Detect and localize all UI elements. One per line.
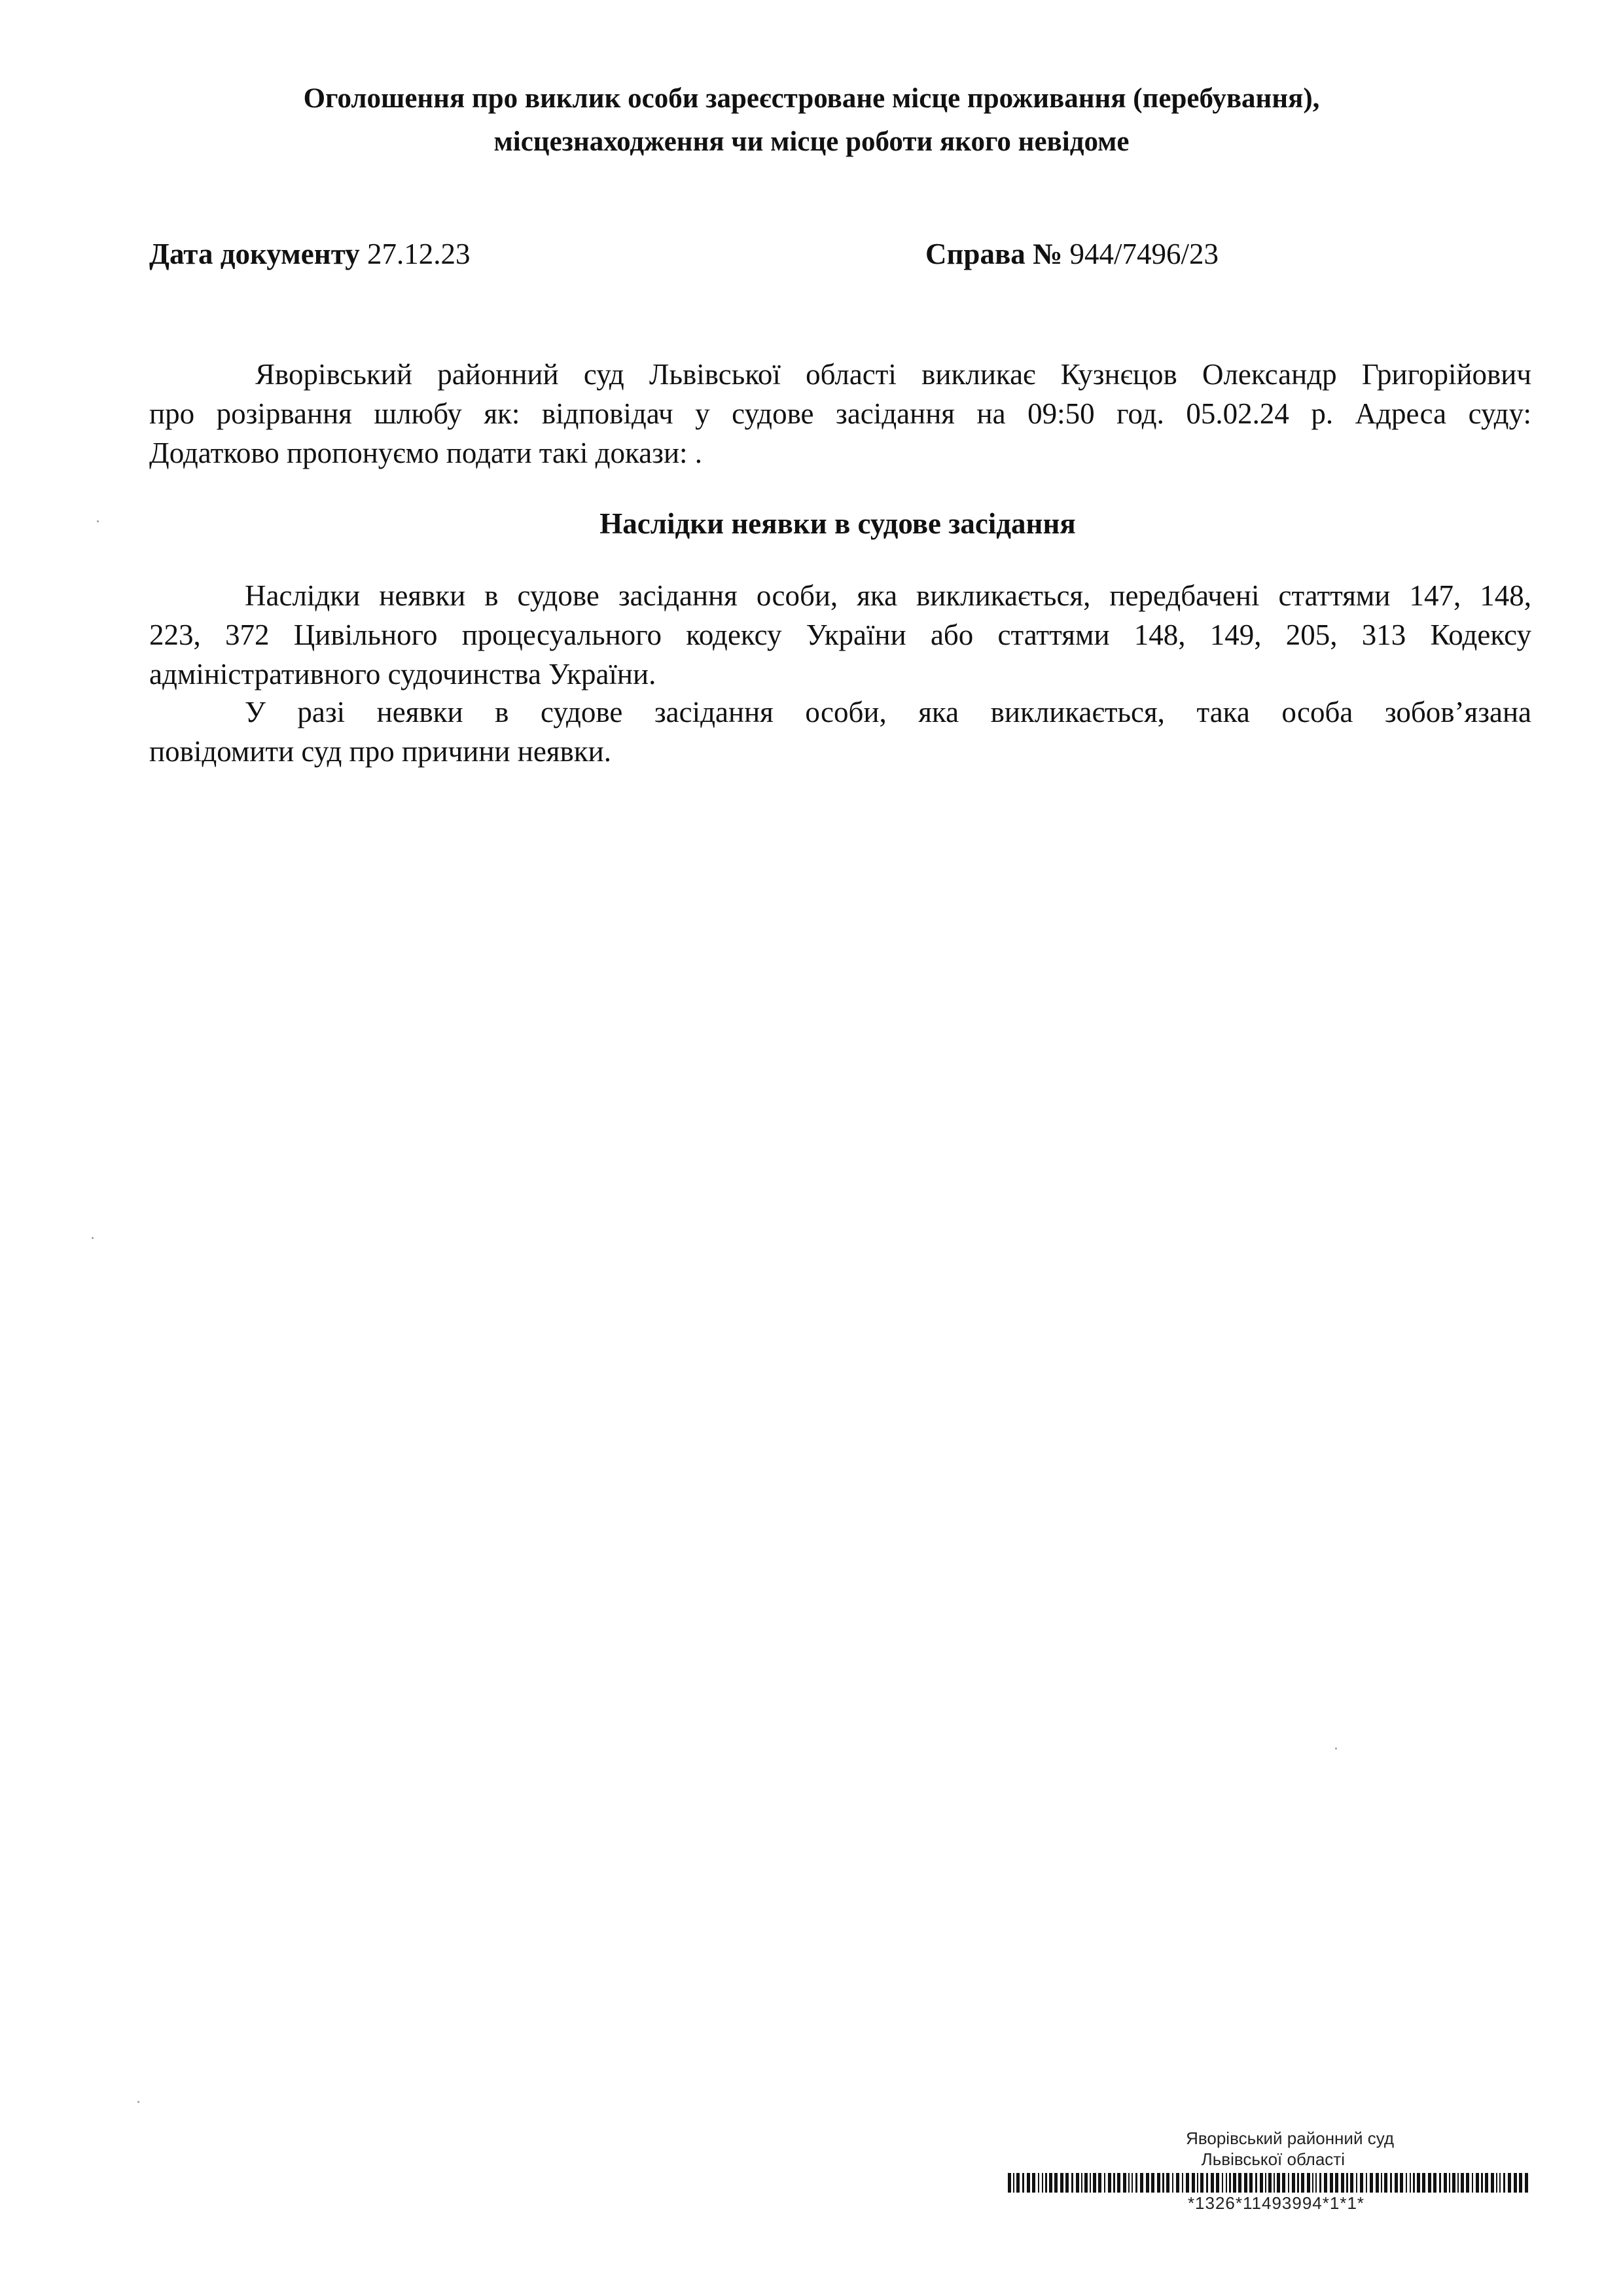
page-title <box>144 77 1479 164</box>
stamp-court-name: Яворівський районний суд <box>1186 2128 1394 2148</box>
consequences-line: Наслідки неявки в судове засідання особи, яка викликається, передбачені статтями 147, 148, <box>245 579 1531 612</box>
summons-paragraph <box>149 355 1531 473</box>
consequences-line: адміністративного судочинства України. <box>149 658 656 691</box>
scan-speck <box>97 520 99 522</box>
consequences-line: 223, 372 Цивільного процесуального кодексу України або статтями 148, 149, 205, 313 Кодексу <box>149 619 1531 651</box>
obligation-paragraph <box>149 692 1531 771</box>
case-number <box>925 234 1219 274</box>
case-value: 944/7496/23 <box>1069 238 1219 270</box>
obligation-line: У разі неявки в судове засідання особи, яка викликається, така особа зобов’язана <box>245 696 1531 728</box>
summons-line: Яворівський районний суд Львівської області викликає Кузнєцов Олександр Григорійович <box>255 358 1531 391</box>
date-value: 27.12.23 <box>366 238 471 270</box>
stamp-region: Львівської області <box>1201 2149 1345 2169</box>
barcode-text: *1326*11493994*1*1* <box>1187 2193 1365 2213</box>
title-line-2: місцезнаходження чи місце роботи якого невідоме <box>493 126 1130 157</box>
obligation-line: повідомити суд про причини неявки. <box>149 735 611 768</box>
scan-speck <box>137 2101 139 2103</box>
summons-line: про розірвання шлюбу як: відповідач у судове засідання на 09:50 год. 05.02.24 р. Адреса суду: <box>149 397 1531 430</box>
consequences-heading: Наслідки неявки в судове засідання <box>599 507 1076 540</box>
scan-speck <box>1335 1748 1337 1749</box>
summons-line: Додатково пропонуємо подати такі докази: . <box>149 437 703 469</box>
scan-speck <box>92 1237 94 1239</box>
consequences-paragraph <box>149 576 1531 694</box>
barcode <box>1008 2173 1531 2193</box>
title-line-1: Оголошення про виклик особи зареєстроване місце проживання (перебування), <box>303 83 1320 114</box>
case-label: Справа № <box>925 238 1063 270</box>
date-label: Дата документу <box>149 238 360 270</box>
document-date <box>149 234 470 274</box>
court-stamp <box>1008 2127 1544 2214</box>
